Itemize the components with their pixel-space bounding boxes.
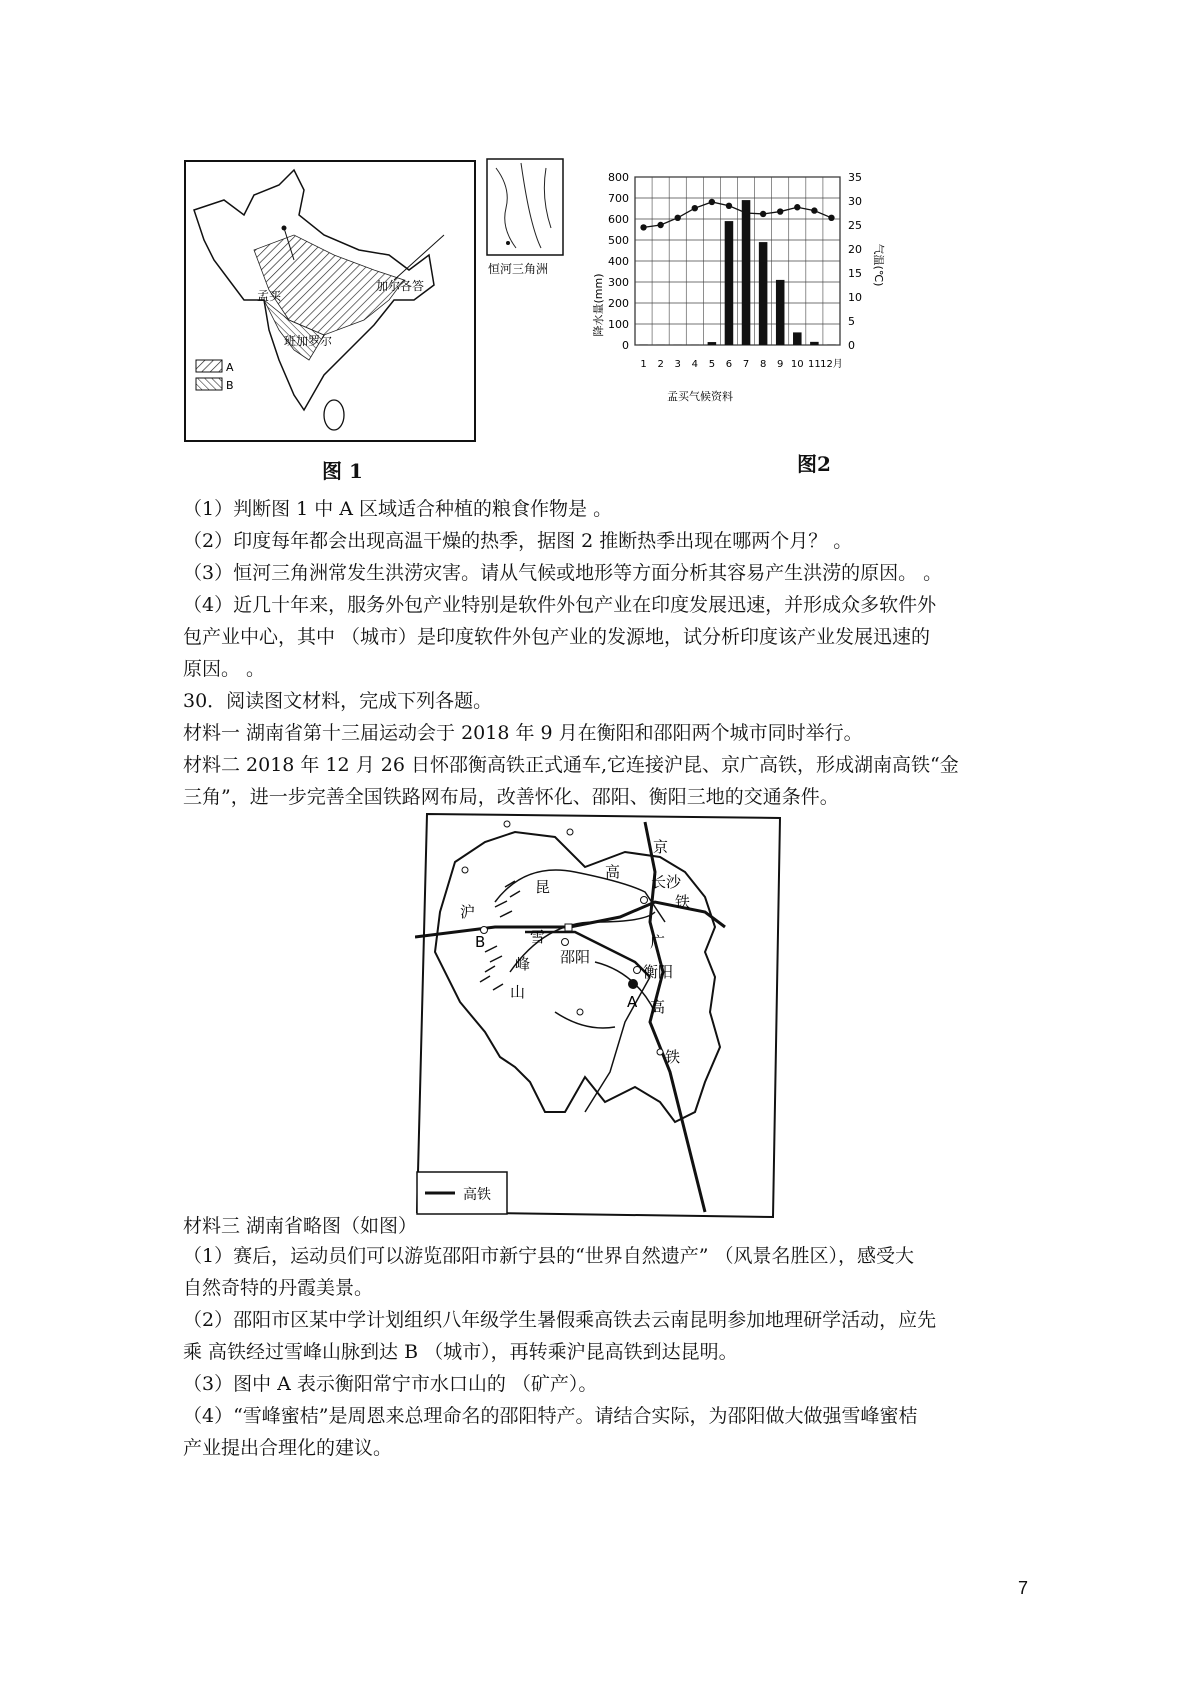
ganges-delta-inset xyxy=(486,158,566,278)
y2-tick-label: 10 xyxy=(848,291,862,304)
map-label-gao2: 高 xyxy=(605,863,621,881)
y-tick-label: 300 xyxy=(608,276,629,289)
map-label-hu: 沪 xyxy=(460,903,476,921)
hunan-map xyxy=(415,812,785,1222)
map-label-tie2: 铁 xyxy=(665,1048,681,1066)
y-tick-label: 200 xyxy=(608,297,629,310)
temperature-point xyxy=(657,222,663,228)
temperature-point xyxy=(675,215,681,221)
map-label-tie: 铁 xyxy=(675,893,691,911)
x-tick-label: 9 xyxy=(777,359,784,370)
question-line: 原因。 。 xyxy=(183,658,266,680)
city-label-kolkata: 加尔各答 xyxy=(376,279,425,293)
x-tick-label: 3 xyxy=(674,359,681,370)
question-line: （4）近几十年来，服务外包产业特别是软件外包产业在印度发展迅速，并形成众多软件外 xyxy=(183,594,937,616)
material-text: 材料三 湖南省略图（如图） xyxy=(183,1215,418,1237)
figure1-caption: 图 1 xyxy=(322,459,363,483)
map-label-changsha: 长沙 xyxy=(651,873,682,891)
x-tick-label: 2 xyxy=(657,359,664,370)
y2-tick-label: 20 xyxy=(848,243,862,256)
question-line: 乘 高铁经过雪峰山脉到达 B （城市），再转乘沪昆高铁到达昆明。 xyxy=(183,1341,738,1363)
chart-subtitle: 孟买气候资料 xyxy=(667,390,733,403)
question-line: （1）赛后，运动员们可以游览邵阳市新宁县的“世界自然遗产” （风景名胜区），感受大 xyxy=(183,1245,915,1267)
precip-bar xyxy=(742,200,751,345)
y2-tick-label: 35 xyxy=(848,171,862,184)
legend-b: B xyxy=(226,379,234,392)
x-tick-label: 4 xyxy=(691,359,698,370)
temperature-point xyxy=(811,207,817,213)
question-line: （3）恒河三角洲常发生洪涝灾害。请从气候或地形等方面分析其容易产生洪涝的原因。 。 xyxy=(183,562,943,584)
map-label-feng: 峰 xyxy=(515,955,531,973)
y-tick-label: 500 xyxy=(608,234,629,247)
city-label-bangalore: 班加罗尔 xyxy=(284,334,333,348)
precip-bar xyxy=(759,242,768,345)
y-tick-label: 800 xyxy=(608,171,629,184)
question-line: 产业提出合理化的建议。 xyxy=(183,1437,393,1459)
ylabel-right: 气温(℃) xyxy=(872,243,885,287)
y2-tick-label: 5 xyxy=(848,315,855,328)
y-tick-label: 400 xyxy=(608,255,629,268)
question-line: （2）印度每年都会出现高温干燥的热季，据图 2 推断热季出现在哪两个月？ 。 xyxy=(183,530,853,552)
map-label-shaoyang: 邵阳 xyxy=(560,948,591,966)
y2-tick-label: 0 xyxy=(848,339,855,352)
temperature-point xyxy=(709,199,715,205)
x-tick-label: 1 xyxy=(640,359,647,370)
climate-chart xyxy=(590,165,890,435)
page-number: 7 xyxy=(1017,1578,1028,1598)
map-label-a: A xyxy=(627,993,638,1011)
figure2-caption: 图2 xyxy=(797,452,831,476)
material-text: 材料二 2018 年 12 月 26 日怀邵衡高铁正式通车,它连接沪昆、京广高铁，形成湖南高铁“金 xyxy=(183,754,959,776)
question-line: （3）图中 A 表示衡阳常宁市水口山的 （矿产）。 xyxy=(183,1373,598,1395)
temperature-point xyxy=(692,205,698,211)
temperature-point xyxy=(726,203,732,209)
y-tick-label: 600 xyxy=(608,213,629,226)
y2-tick-label: 15 xyxy=(848,267,862,280)
question-line: （4）“雪峰蜜桔”是周恩来总理命名的邵阳特产。请结合实际，为邵阳做大做强雪峰蜜桔 xyxy=(183,1405,918,1427)
map-label-hengyang: 衡阳 xyxy=(643,963,674,981)
y-tick-label: 700 xyxy=(608,192,629,205)
map-label-shan: 山 xyxy=(510,983,526,1001)
precip-bar xyxy=(776,280,785,345)
temperature-point xyxy=(828,215,834,221)
temperature-point xyxy=(794,204,800,210)
india-map xyxy=(184,160,484,450)
precip-bar xyxy=(708,342,717,345)
map-label-guang: 广 xyxy=(650,933,666,951)
x-tick-label: 11 xyxy=(808,359,821,370)
question-line: （1）判断图 1 中 A 区域适合种植的粮食作物是 。 xyxy=(183,498,613,520)
city-label-mumbai: 孟买 xyxy=(257,289,282,303)
material-text: 三角”，进一步完善全国铁路网布局，改善怀化、邵阳、衡阳三地的交通条件。 xyxy=(183,786,839,808)
inset-label: 恒河三角洲 xyxy=(488,262,549,276)
x-tick-label: 10 xyxy=(790,359,804,370)
precip-bar xyxy=(793,332,802,345)
temperature-point xyxy=(640,224,646,230)
y-tick-label: 100 xyxy=(608,318,629,331)
y-tick-label: 0 xyxy=(622,339,629,352)
section-heading: 30．阅读图文材料，完成下列各题。 xyxy=(183,690,493,712)
precip-bar xyxy=(810,342,819,345)
temperature-point xyxy=(743,210,749,216)
question-line: 自然奇特的丹霞美景。 xyxy=(183,1277,374,1299)
x-tick-label: 8 xyxy=(759,359,767,370)
map-label-xue: 雪 xyxy=(530,928,546,946)
y2-tick-label: 30 xyxy=(848,195,862,208)
precip-bar xyxy=(725,221,734,345)
map-label-kun: 昆 xyxy=(535,878,551,896)
question-line: 包产业中心，其中 （城市）是印度软件外包产业的发源地，试分析印度该产业发展迅速的 xyxy=(183,626,931,648)
material-text: 材料一 湖南省第十三届运动会于 2018 年 9 月在衡阳和邵阳两个城市同时举行。 xyxy=(183,722,863,744)
temperature-point xyxy=(777,208,783,214)
x-tick-label: 7 xyxy=(742,359,750,370)
temperature-point xyxy=(760,211,766,217)
map-label-jing: 京 xyxy=(653,838,669,856)
x-tick-label: 12月 xyxy=(820,359,843,370)
map-legend-label: 高铁 xyxy=(463,1187,491,1203)
map-label-b: B xyxy=(475,933,486,951)
legend-a: A xyxy=(226,361,234,374)
question-line: （2）邵阳市区某中学计划组织八年级学生暑假乘高铁去云南昆明参加地理研学活动，应先 xyxy=(183,1309,937,1331)
x-tick-label: 6 xyxy=(725,359,733,370)
ylabel-left: 降水量(mm) xyxy=(592,273,605,337)
y2-tick-label: 25 xyxy=(848,219,862,232)
x-tick-label: 5 xyxy=(708,359,716,370)
map-label-gao: 高 xyxy=(650,998,666,1016)
